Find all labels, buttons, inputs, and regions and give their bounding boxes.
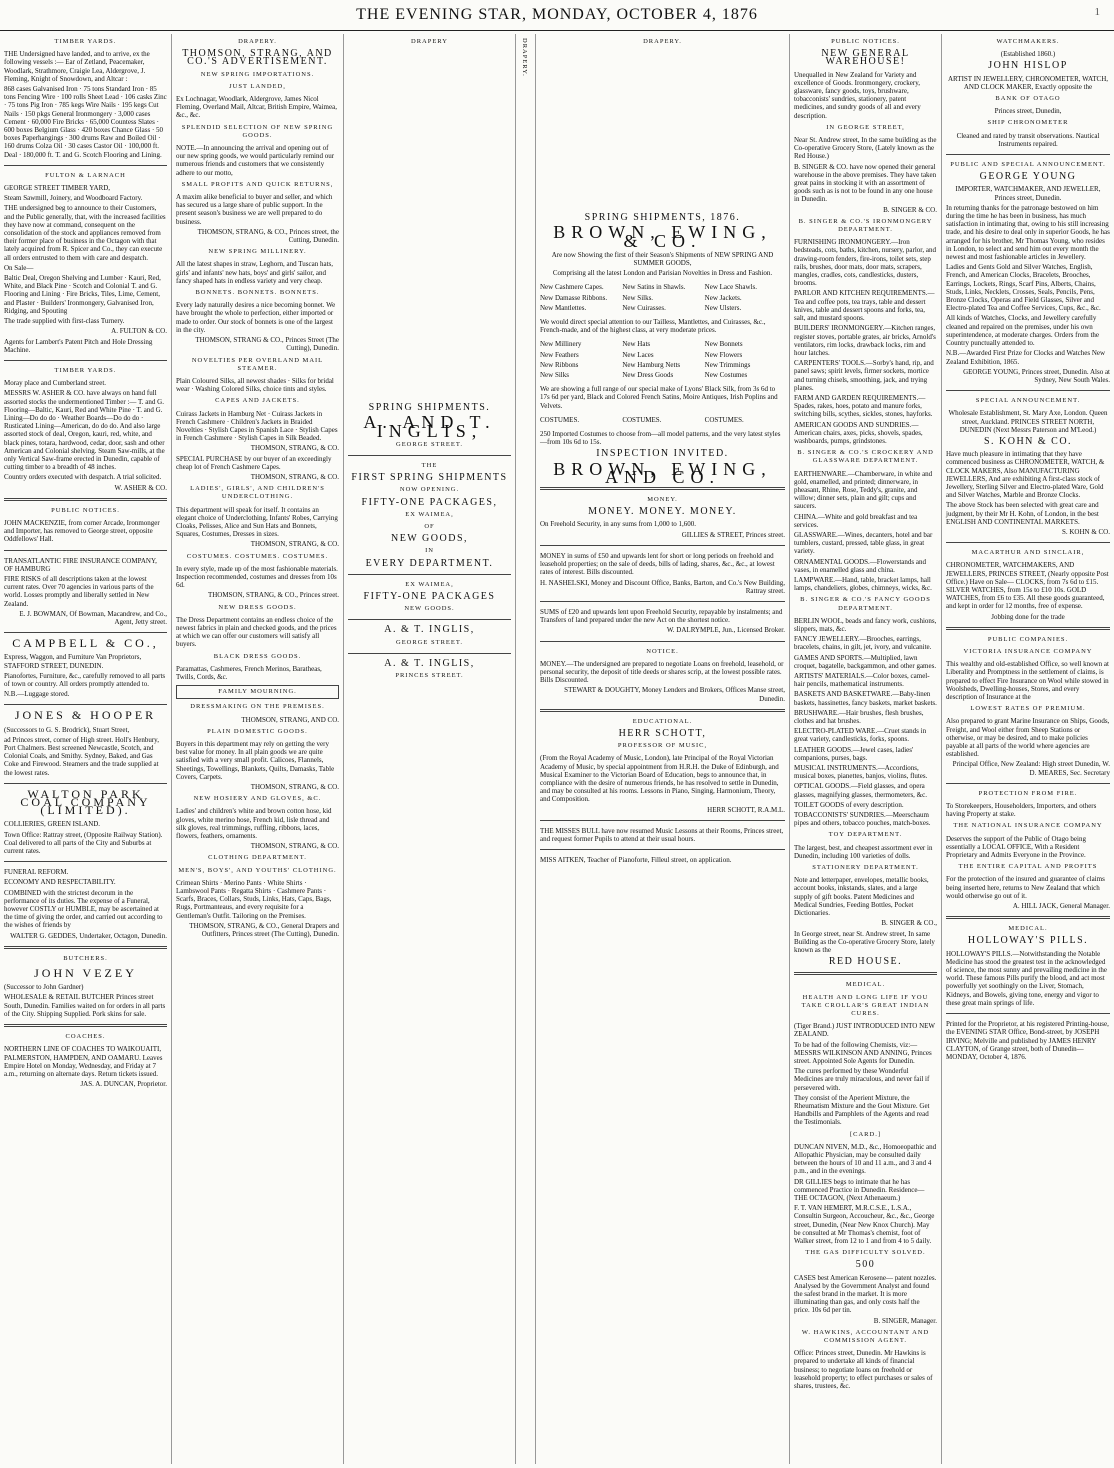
grid-item: New Flowers bbox=[704, 350, 743, 359]
ad-text: A maxim alike beneficial to buyer and seller, and which has secured us a large share of public support. In the present season's business we are well prepared to do business. bbox=[176, 193, 333, 226]
ad-text: The above Stock has been selected with great care and judgment, by their Mr H. Kohn, of London, in the best ENGLISH AND CONTINENTAL MARKETS. bbox=[946, 501, 1099, 526]
ad-subheading: GEORGE STREET. bbox=[396, 440, 463, 448]
ad-heading: NOTICE. bbox=[646, 647, 679, 655]
ad-text: HOLLOWAY'S PILLS.—Notwithstanding the Notable Medicine has stood the greatest test in the acknowledged of science, the most sunny and prevailing medicine in the world. These famous Pills purify the blood, and act most powerfully yet soothingly on the Liver, Stomach, Kidneys, and Bowels, giving tone, energy and vigor to these great main springs of life. bbox=[946, 949, 1107, 1007]
grid-item: COSTUMES. bbox=[540, 415, 580, 424]
section-heading: TIMBER YARDS. bbox=[54, 366, 117, 374]
ad-heading: SPRING SHIPMENTS, 1876. bbox=[584, 212, 741, 224]
ad-signature: THOMSON, STRANG & CO., Princes Street (The Cutting), Dunedin. bbox=[195, 336, 339, 353]
ad-text: MONEY in sums of £50 and upwards lent for short or long periods on freehold and leasehold properties; on the sale of deeds, bills of lading, shares, &c., &c., at lowest rates of interest. Bills discounted. bbox=[540, 551, 775, 577]
ad-text: Buyers in this department may rely on getting the very best value for money. In all plain goods we are quite satisfied with a very small profit. Calicoes, Flannels, Sheetings, Towellings, Blankets, Quilts, Damasks, Table Covers, Carpets. bbox=[176, 740, 335, 781]
ad-subheading: SHIP CHRONOMETER bbox=[987, 119, 1069, 127]
ad-number: 500 bbox=[855, 1259, 876, 1271]
ad-subheading: NOVELTIES PER OVERLAND MAIL STEAMER. bbox=[191, 356, 324, 372]
ad-text: COMBINED with the strictest decorum in the performance of its duties. The expense of a Funeral, however COSTLY or HUMBLE, may be ascertained at the time of giving the order, and carried out according to the wishes of friends by bbox=[4, 888, 163, 930]
grid-item: New Laces bbox=[622, 350, 654, 359]
ad-subheading: B. SINGER & CO.'S IRONMONGERY DEPARTMENT. bbox=[798, 217, 933, 234]
ad-text: Wholesale Establishment, St. Mary Axe, London. Queen street, Auckland. PRINCES STREET NORTH, DUNEDIN (Next Messrs Paterson and M'Leod.) bbox=[948, 409, 1108, 434]
ad-subheading: ECONOMY AND RESPECTABILITY. bbox=[4, 878, 116, 887]
grid-item: COSTUMES. bbox=[704, 415, 744, 424]
ad-subheading: SPECIAL ANNOUNCEMENT. bbox=[975, 397, 1081, 405]
ad-text: Crimean Shirts · Merino Pants · White Shirts · Lambswool Pants · Regatta Shirts · Cashmere Pants · Scarfs, Braces, Collars, Studs, Links, Hats, Caps, Bags, Rugs, Portmanteaus, and every requisite for a Gentleman's Outfit. Tailoring on the Premises. bbox=[176, 878, 332, 920]
ad-signature: GEORGE YOUNG, Princes street, Dunedin. Also at Sydney, New South Wales. bbox=[963, 367, 1110, 384]
ad-text: CHRONOMETER, WATCHMAKERS, AND JEWELLERS, PRINCES STREET, (Nearly opposite Post Office.) Have on Sale— CLOCKS, from 7s 6d to £15. SILVER WATCHES, from 15s to £10 10s. GOLD WATCHES, from £6 to £35. All these goods guaranteed, and kept in order for 12 months, free of expense. bbox=[946, 561, 1109, 611]
ad-signature: S. KOHN & CO. bbox=[1061, 527, 1110, 536]
ad-text: Have much pleasure in intimating that they have commenced business as CHRONOMETER, WATCH, & CLOCK MAKERS, Also MANUFACTURING JEWELLERS, And are exhibiting A first-class stock of Jewellery, Sterling Silver and Electro-plated Ware, Gold and Silver Watches, Marble and Bronze Clocks. bbox=[946, 450, 1105, 500]
section-heading: PUBLIC NOTICES. bbox=[831, 38, 900, 45]
grid-item: New Jackets. bbox=[704, 293, 742, 302]
ad-name: MACARTHUR AND SINCLAIR, bbox=[971, 549, 1085, 557]
ad-subheading: LOWEST RATES OF PREMIUM. bbox=[970, 705, 1086, 713]
ad-text: FIRE RISKS of all descriptions taken at the lowest current rates. Over 70 agencies in various parts of the world. Losses promptly and liberally settled in New Zealand. bbox=[4, 574, 154, 608]
grid-item: New Hamburg Netts bbox=[622, 360, 681, 369]
ad-text: N.B.—Luggage stored. bbox=[4, 690, 70, 699]
ad-text: (From the Royal Academy of Music, London), late Principal of the Royal Victorian Academy of Music, by special appointment from H.R.H. the Duke of Edinburgh, and Musical Examiner to the Victorian Board of Education, begs to announce that, in compliance with the desire of numerous friends, he has resolved to settle in Dunedin, and may be consulted at his rooms. Lessons in Piano, Singing, Harmonium, Theory, and Composition. bbox=[540, 754, 779, 804]
ad-text: We are showing a full range of our special make of Lyons' Black Silk, from 3s 6d to 17s 6d per yard, Black and Colored French Satins, Moire Antiques, Irish Poplins and Velvets. bbox=[540, 385, 778, 410]
grid-item: New Damasse Ribbons. bbox=[540, 293, 608, 302]
ad-subheading: IN bbox=[425, 547, 434, 555]
ad-text: Plain Coloured Silks, all newest shades · Silks for bridal wear · Washing Colored Silks, choice tints and styles. bbox=[176, 376, 334, 394]
ad-subheading: PLAIN DOMESTIC GOODS. bbox=[207, 727, 308, 735]
ad-heading: HEALTH AND LONG LIFE IF YOU TAKE CROLLAR'S GREAT INDIAN CURES. bbox=[801, 993, 930, 1017]
section-heading: WATCHMAKERS. bbox=[996, 38, 1060, 45]
section-heading: MEDICAL. bbox=[845, 981, 886, 989]
ad-text: BRUSHWARE.—Hair brushes, flesh brushes, clothes and hat brushes. bbox=[794, 708, 924, 726]
ad-name: CAMPBELL & CO., bbox=[12, 636, 159, 651]
ad-text: 250 Imported Costumes to choose from—all model patterns, and the very latest styles—from 10s 6d to 15s. bbox=[540, 430, 781, 447]
ad-signature: THOMSON, STRANG, & CO. bbox=[250, 783, 339, 792]
section-heading: DRAPERY bbox=[411, 38, 448, 45]
ad-subheading: GEORGE STREET. bbox=[396, 638, 463, 646]
ad-subheading: BLACK DRESS GOODS. bbox=[213, 652, 302, 660]
ad-subheading: B. SINGER & CO.'S CROCKERY AND GLASSWARE DEPARTMENT. bbox=[797, 449, 934, 465]
column-1 bbox=[0, 34, 172, 1464]
ad-text: Cuirass Jackets in Hamburg Net · Cuirass Jackets in French Cashmere · Children's Jackets in Braided Novelties · Stylish Capes in Spanish Lace · Stylish Capes in French Cashmere · Stylish Capes in Silk Beaded. bbox=[176, 409, 338, 443]
ad-text: BERLIN WOOL, beads and fancy work, cushions, slippers, mats, &c. bbox=[794, 616, 937, 633]
grid-item: New Lace Shawls. bbox=[704, 283, 757, 292]
ad-text: GAMES AND SPORTS.—Multiplied, lawn croquet, bagatelle, backgammon, and other games. bbox=[794, 653, 937, 670]
ad-text: NORTHERN LINE OF COACHES TO WAIKOUAITI, PALMERSTON, HAMPDEN, AND OAMARU. Leaves Empire Hotel on Monday, Wednesday, and Friday at 7 a.m., returning on alternate days. Return tickets issued. bbox=[4, 1045, 163, 1078]
ad-subheading: (Successors to G. S. Brodrick), Stuart Street, bbox=[4, 725, 130, 734]
ad-text: The cures performed by these Wonderful Medicines are truly miraculous, and never fail if persevered with. bbox=[794, 1067, 930, 1092]
ad-name: A. AND T. INGLIS, bbox=[363, 412, 496, 441]
ad-name: BROWN, EWING, & CO. bbox=[553, 222, 772, 251]
column-3 bbox=[344, 34, 516, 1464]
ad-signature: WALTER G. GEDDES, Undertaker, Octagon, Dunedin. bbox=[10, 931, 167, 940]
ad-text: Pianofortes, Furniture, &c., carefully removed to all parts of town or country. All orders promptly attended to. bbox=[4, 671, 166, 688]
section-heading: DRAPERY. bbox=[643, 38, 682, 45]
ad-text: The largest, best, and cheapest assortment ever in Dunedin, including 100 varieties of dolls. bbox=[794, 843, 933, 860]
grid-item: New Bonnets bbox=[704, 340, 743, 349]
ad-text: Ex Lochnagar, Woodlark, Aldergrove, James Nicol Fleming, Overland Mail, Altcar, British Empire, Waimea, &c., &c. bbox=[176, 95, 337, 120]
ad-heading: GEORGE STREET TIMBER YARD, bbox=[4, 184, 111, 193]
ad-heading: W. HAWKINS, ACCOUNTANT AND COMMISSION AGENT. bbox=[801, 1328, 930, 1345]
ad-signature: THOMSON, STRANG, & CO., General Drapers and Outfitters, Princes street (The Cutting), Dunedin. bbox=[189, 921, 339, 939]
ad-text: AMERICAN GOODS AND SUNDRIES.—American chairs, axes, picks, shovels, spades, washboards, pumps, grindstones. bbox=[794, 420, 923, 445]
ad-subheading: PRINCES STREET. bbox=[395, 672, 464, 680]
ad-name: HOLLOWAY'S PILLS. bbox=[967, 935, 1089, 947]
ad-subheading: EX WAIMEA, bbox=[405, 580, 454, 588]
ad-text: LAMPWARE.—Hand, table, bracket lamps, hall lamps, chandeliers, globes, chimneys, wicks, &c. bbox=[794, 575, 932, 593]
ad-subheading: CLOTHING DEPARTMENT. bbox=[208, 854, 307, 862]
ad-text: ad Princes street, corner of High street. Holl's Henbury, Port Chalmers. Best screened Newcastle, Scotch, and Colonial Coals, and Smithy. Sydney, Baked, and Gas Coke and Firewood. Steamers and the trade supplied at the lowest rates. bbox=[4, 735, 159, 777]
ad-text: We would direct special attention to our Tailless, Mantlettes, and Cuirasses, &c., French-made, and of the highest class, at very moderate prices. bbox=[540, 318, 766, 335]
ad-signature: B. SINGER & CO., bbox=[881, 919, 937, 928]
ad-subheading: Steam Sawmill, Joinery, and Woodboard Factory. bbox=[4, 194, 143, 203]
grid-item: New Cuirasses. bbox=[622, 303, 666, 312]
ad-text: TOILET GOODS of every description. bbox=[794, 800, 904, 809]
grid-item: COSTUMES. bbox=[622, 415, 662, 424]
ad-subheading: COSTUMES. COSTUMES. COSTUMES. bbox=[186, 552, 329, 560]
column-2 bbox=[172, 34, 344, 1464]
ad-subheading: JUST LANDED, bbox=[229, 82, 286, 90]
ad-subheading: PROTECTION FROM FIRE. bbox=[978, 789, 1078, 797]
grid-item: New Feathers bbox=[540, 350, 579, 359]
ad-signature: B. SINGER, Manager. bbox=[873, 1316, 937, 1325]
ad-text: IMPORTER, WATCHMAKER, AND JEWELLER, Princes street, Dunedin. bbox=[955, 185, 1101, 202]
ad-text: ARTIST IN JEWELLERY, CHRONOMETER, WATCH, AND CLOCK MAKER, Exactly opposite the bbox=[948, 74, 1108, 91]
ad-text: ARTISTS' MATERIALS.—Color boxes, camel-hair pencils, mathematical instruments. bbox=[794, 672, 930, 689]
ad-heading: TRANSATLANTIC FIRE INSURANCE COMPANY, OF HAMBURG bbox=[4, 556, 157, 573]
ad-signature: THOMSON, STRANG, & CO. bbox=[250, 540, 339, 549]
ad-subheading: NEW GOODS. bbox=[404, 605, 455, 613]
ad-subheading: EX WAIMEA, bbox=[405, 510, 454, 518]
ad-name: THE NATIONAL INSURANCE COMPANY bbox=[953, 822, 1103, 830]
ad-name: S. KOHN & CO. bbox=[983, 435, 1073, 447]
ad-text: CARPENTERS' TOOLS.—Sorby's hand, rip, and panel saws; spirit levels, firmer sockets, mortice and turning chisels, smoothing, jack, and trying planes. bbox=[794, 359, 934, 392]
ad-text: This wealthy and old-established Office, so well known at Liberality and Promptness in the settlement of claims, is prepared to effect Fire Insurance on Wool while stowed in Woolsheds, Dwelling-houses, Stores, and every description of Insurance at the bbox=[946, 660, 1109, 701]
ad-text: Deserves the support of the Public of Otago being essentially a LOCAL OFFICE, With a Resident Proprietary and Admits Everyone in the Province. bbox=[946, 834, 1086, 860]
ad-text: Unequalled in New Zealand for Variety and excellence of Goods. Ironmongery, crockery, glassware, fancy goods, toys, brushware, tobacconists' sundries, stationery, patent medicines, and sundry goods of all and every description. bbox=[794, 70, 921, 120]
ad-text: Agents for Lambert's Patent Pitch and Hole Dressing Machine. bbox=[4, 337, 153, 354]
ad-name: VICTORIA INSURANCE COMPANY bbox=[963, 647, 1093, 655]
column-5 bbox=[536, 34, 790, 1464]
ad-text: Princes street, Dunedin, bbox=[994, 107, 1062, 116]
ad-signature: W. DALRYMPLE, Jun., Licensed Broker. bbox=[666, 626, 785, 635]
ad-name: HERR SCHOTT, bbox=[618, 727, 707, 739]
grid-item: New Mantlettes. bbox=[540, 303, 587, 312]
ad-subheading: IN GEORGE STREET, bbox=[826, 123, 905, 131]
ad-text: NOTE.—In announcing the arrival and opening out of our new spring goods, we would particularly remind our numerous friends and customers that we consistently adhere to our motto, bbox=[176, 144, 335, 177]
section-heading: MEDICAL. bbox=[1008, 925, 1048, 933]
ad-subheading: OF bbox=[424, 523, 435, 531]
ad-text: On Sale— bbox=[4, 263, 34, 272]
ad-text: In returning thanks for the patronage bestowed on him during the time he has been in business, has much satisfaction in intimating that, owing to his still increasing trade, and his desire to deal only in superior Goods, he has arranged for his brother, Mr Thomas Young, who resides in London, to select and send him out every month the newest and most fashionable articles in Jewellery. bbox=[946, 203, 1110, 262]
ad-text: Town Office: Rattray street, (Opposite Railway Station). Coal delivered to all parts of the City and Suburbs at current rates. bbox=[4, 830, 163, 856]
ad-subheading: THE ENTIRE CAPITAL AND PROFITS bbox=[958, 863, 1098, 871]
grid-item: New Ribbons bbox=[540, 360, 579, 369]
ad-text: Near St. Andrew street, In the same building as the Co-operative Grocery Store, (Lately known as the Red House.) bbox=[794, 136, 937, 161]
ad-signature: THOMSON, STRANG, & CO. bbox=[250, 444, 339, 453]
ad-subheading: THE bbox=[421, 462, 438, 470]
ad-text: JOHN MACKENZIE, from corner Arcade, Ironmonger and Importer, has removed to George street, opposite Oddfellows' Hall. bbox=[4, 518, 160, 544]
item-grid bbox=[540, 340, 785, 379]
ad-subheading: NEW HOSIERY AND GLOVES, &C. bbox=[193, 795, 322, 803]
ad-subheading: BONNETS. BONNETS. BONNETS. bbox=[195, 289, 320, 297]
ad-subheading: FIFTY-ONE PACKAGES bbox=[363, 591, 496, 603]
grid-item: New Millinery bbox=[540, 340, 582, 349]
ad-subheading: B. SINGER & CO.'S FANCY GOODS DEPARTMENT. bbox=[800, 596, 931, 612]
ad-subheading: TOY DEPARTMENT. bbox=[828, 831, 903, 839]
ad-heading: THOMSON, STRANG, AND CO.'S ADVERTISEMENT. bbox=[182, 48, 333, 68]
ad-text: B. SINGER & CO. have now opened their general warehouse in the above premises. They have taken great pains in stocking it with an assortment of goods such as is not to be found in any one house in Dunedin. bbox=[794, 162, 937, 204]
ad-subheading: FIRST SPRING SHIPMENTS bbox=[351, 472, 508, 484]
ad-subheading: DRESSMAKING ON THE PREMISES. bbox=[190, 703, 325, 711]
ad-signature: A. HILL JACK, General Manager. bbox=[1012, 902, 1110, 911]
ad-heading: MONEY. MONEY. MONEY. bbox=[588, 506, 737, 518]
ad-text: BASKETS AND BASKETWARE.—Baby-linen baskets, hassinettes, fancy baskets, market baskets. bbox=[794, 690, 937, 707]
ad-name: BROWN, EWING, AND CO. bbox=[553, 458, 772, 487]
masthead bbox=[0, 0, 1114, 31]
grid-item: New Ulsters. bbox=[704, 303, 742, 312]
section-heading: BUTCHERS. bbox=[63, 954, 108, 962]
ad-text: TOBACCONISTS' SUNDRIES.—Meerschaum pipes and others, tobacco pouches, match-boxes. bbox=[794, 811, 931, 828]
ad-subheading: STATIONERY DEPARTMENT. bbox=[812, 864, 919, 872]
ad-name: JONES & HOOPER bbox=[14, 708, 157, 723]
ad-text: (Established 1860.) bbox=[1000, 50, 1056, 59]
ad-name: JOHN HISLOP bbox=[988, 60, 1068, 72]
ad-text: Comprising all the latest London and Parisian Novelties in Dress and Fashion. bbox=[552, 269, 773, 278]
ad-text: MONEY.—The undersigned are prepared to negotiate Loans on freehold, leasehold, or personal security, the deposit of title deeds or shares scrip, at the lowest possible rates. Bills Discounted. bbox=[540, 659, 784, 685]
ad-signature: THOMSON, STRANG, AND CO. bbox=[241, 715, 339, 724]
ad-subheading: COLLIERIES, GREEN ISLAND. bbox=[4, 820, 101, 829]
ad-text: SPECIAL PURCHASE by our buyer of an exceedingly cheap lot of French Cashmere Capes. bbox=[176, 454, 332, 471]
ad-text: CASES best American Kerosene— patent nozzles. Analysed by the Government Analyst and found the safest brand in the market. It is more illuminating than gas, and only costs half the price. 10s 6d per tin. bbox=[794, 1273, 937, 1315]
ad-text: Note and letterpaper, envelopes, metallic books, account books, inkstands, slates, and a large supply of gift books. Patent Medicines and Medical Sundries, Feeding Bottles, Pocket Dictionaries. bbox=[794, 876, 929, 918]
grid-item: New Cashmere Capes. bbox=[540, 283, 604, 292]
ad-text: Office: Princes street, Dunedin. Mr Hawkins is prepared to undertake all kinds of financial business; to negotiate loans on freehold or leasehold property; to effect purchases or sales of shares, trustees, &c. bbox=[794, 1349, 933, 1391]
ad-subheading: INSPECTION INVITED. bbox=[596, 448, 729, 460]
ad-subheading: NEW GOODS, bbox=[390, 533, 469, 545]
ad-name: GEORGE YOUNG bbox=[979, 171, 1077, 183]
ad-text: Are now Showing the first of their Season's Shipments of NEW SPRING AND SUMMER GOODS, bbox=[551, 250, 774, 268]
ad-text: PARLOR AND KITCHEN REQUIREMENTS.—Tea and coffee pots, tea trays, table and dessert knives, table and dessert spoons and forks, tea, salt, and mustard spoons. bbox=[794, 289, 935, 323]
ad-subheading: [CARD.] bbox=[849, 1130, 881, 1138]
ad-text: All kinds of Watches, Clocks, and Jewellery carefully cleaned and repaired on the premises, under his own superintendence, at moderate charges. Orders from the Country punctually attended to. bbox=[946, 314, 1100, 348]
column-6 bbox=[790, 34, 942, 1464]
section-heading: PUBLIC COMPANIES. bbox=[987, 635, 1069, 643]
ad-subheading: FIFTY-ONE PACKAGES, bbox=[361, 496, 498, 508]
ad-text: Cleaned and rated by transit observations. Nautical Instruments repaired. bbox=[956, 131, 1100, 148]
ad-subheading: NEW SPRING IMPORTATIONS. bbox=[200, 70, 315, 78]
ad-heading: FUNERAL REFORM. bbox=[4, 868, 69, 877]
ad-text: EARTHENWARE.—Chamberware, in white and gold, enamelled, and printed; dinnerware, in pheasant, Rhine, Rose, Teddy's, granite, and willow; dinner sets, plain and gilt; cups and saucers. bbox=[794, 469, 933, 511]
ad-subheading: NEW DRESS GOODS. bbox=[218, 603, 297, 611]
ad-text: MUSICAL INSTRUMENTS.—Accordions, musical boxes, pianettes, banjos, violins, flutes. bbox=[794, 764, 928, 781]
ad-text: CHINA.—White and gold breakfast and tea services. bbox=[794, 512, 918, 529]
imprint: Printed for the Proprietor, at his registered Printing-house, the EVENING STAR Office, Bond-street, by JOSEPH IRVING; Melville and published by JAMES HENRY CLAYTON, of Grange street, both of Dunedin— MONDAY, October 4, 1876. bbox=[946, 1020, 1109, 1061]
ad-text: Ladies and Gents Gold and Silver Watches, English, French, and American Clocks, Bracelets, Brooches, Earrings, Lockets, Rings, Scarf Pins, Alberts, Chains, Studs, Links, Necklets, Crosses, Seals, Pencils, Pens, Bronze Clocks, Operas and Field Glasses, Silver and Electro-plated Tea and Coffee Services, Cups, &c., &c. bbox=[946, 263, 1101, 313]
ad-text: FARM AND GARDEN REQUIREMENTS.—Spades, rakes, hoes, potato and manure forks, switching bills, scythes, sickles, stones, hayforks. bbox=[794, 393, 933, 419]
ad-text: For the protection of the insured and guarantee of claims being inserted here, returns to New Zealand that which would otherwise go out of it. bbox=[946, 875, 1105, 900]
ad-subheading: BANK OF OTAGO bbox=[995, 95, 1061, 103]
ad-signature: Principal Office, New Zealand: High street Dunedin, W. D. MEARES, Sec. Secretary bbox=[952, 760, 1110, 777]
page-number: 1 bbox=[1094, 6, 1100, 18]
ad-text: THE undersigned beg to announce to their Customers, and the Public generally, that, with the increased facilities they have now at command, consequent on the consolidation of the stock and appliances removed from their former place of business in the Octagon with that lately acquired from R. Spicer and Co., they can execute all orders entrusted to them with care and despatch. bbox=[4, 204, 166, 262]
ad-signature: H. NASHELSKI, Money and Discount Office, Banks, Barton, and Co.'s New Building, Rattray street. bbox=[540, 578, 785, 595]
ad-text: OPTICAL GOODS.—Field glasses, and opera glasses, magnifying glasses, thermometers, &c. bbox=[794, 782, 927, 799]
ad-signature: STEWART & DOUGHTY, Money Lenders and Brokers, Offices Manse street, Dunedin. bbox=[564, 686, 785, 703]
ad-text: DR GILLIES begs to intimate that he has commenced Practice in Dunedin. Residence—THE OCTAGON, (Next Athenaeum.) bbox=[794, 1177, 925, 1202]
ad-text: Paramattas, Cashmeres, French Merinos, Baratheas, Twills, Cords, &c. bbox=[176, 664, 322, 681]
section-heading: DRAPERY. bbox=[521, 38, 529, 77]
ad-text: BUILDERS' IRONMONGERY.—Kitchen ranges, register stoves, portable grates, air bricks, Arnold's ventilators, rim locks, drawback locks, rim and hour latches. bbox=[794, 324, 936, 357]
ad-signature: THOMSON, STRANG, & CO. bbox=[250, 842, 339, 851]
ad-text: DUNCAN NIVEN, M.D., &c., Homoeopathic and Allopathic Physician, may be consulted daily between the hours of 10 and 11 a.m., and 3 and 4 p.m., and in the evenings. bbox=[794, 1142, 937, 1176]
grid-item: New Dress Goods bbox=[622, 371, 674, 380]
ad-text: N.B.—Awarded First Prize for Clocks and Watches New Zealand Exhibition, 1865. bbox=[946, 349, 1106, 366]
ad-signature: E. J. BOWMAN, Of Bowman, Macandrew, and Co., Agent, Jetty street. bbox=[19, 609, 167, 626]
ad-text: GLASSWARE.—Wines, decanters, hotel and bar tumblers, custard, pressed, table glass, in great variety. bbox=[794, 530, 933, 556]
ad-text: MISS AITKEN, Teacher of Pianoforte, Filleul street, on application. bbox=[540, 856, 732, 865]
grid-item: New Silks bbox=[540, 371, 569, 380]
ad-list: Baltic Deal, Oregon Shelving and Lumber · Kauri, Red, White, and Black Pine · Scotch and Colonial T. and G. Flooring and Lining · Fire Bricks, Tiles, Lime, Cement, and Plaster · Builders' Ironmongery, Galvanised Iron, Ridging, and Spouting bbox=[4, 274, 161, 315]
item-grid bbox=[540, 283, 785, 312]
ad-signature: A. & T. INGLIS, bbox=[384, 657, 475, 669]
ad-signature: A. & T. INGLIS, bbox=[384, 624, 475, 636]
ad-text: ORNAMENTAL GOODS.—Flowerstands and vases, in enamelled glass and china. bbox=[794, 557, 926, 574]
ad-signature: THOMSON, STRANG, & CO., Princes street. bbox=[207, 591, 339, 600]
ad-text: In George street, near St. Andrew street, In same Building as the Co-operative Grocery Store, lately known as the bbox=[794, 929, 935, 954]
ad-text: On Freehold Security, in any sums from 1,000 to 1,600. bbox=[540, 520, 697, 529]
ad-text: FANCY JEWELLERY.—Brooches, earrings, bracelets, chains, in gilt, jet, ivory, and vulcanite. bbox=[794, 635, 932, 652]
ad-text: FURNISHING IRONMONGERY.—Iron bedsteads, cots, baths, kitchen, nursery, parlor, and drawing-room fenders, fire-irons, toilet sets, step rails, brushes, door mats, door mats, scrapers, mangles, cradles, cots, candlesticks, dusters, brooms. bbox=[794, 238, 936, 288]
ad-subheading: LADIES', GIRLS', AND CHILDREN'S UNDERCLOTHING. bbox=[190, 485, 325, 501]
ad-text: Also prepared to grant Marine Insurance on Ships, Goods, Freight, and Wool either from Sheep Stations or otherwise, or may be desired, and to make policies payable at all parts of the world where agencies are established. bbox=[946, 717, 1110, 759]
grid-item: New Costumes bbox=[704, 371, 748, 380]
ad-text: The trade supplied with first-class Turnery. bbox=[4, 317, 125, 326]
ad-text: SUMS of £20 and upwards lent upon Freehold Security, repayable by instalments; and Transfers of land prepared under the new Act on the shortest notice. bbox=[540, 607, 783, 625]
grid-item: New Trimmings bbox=[704, 360, 751, 369]
ad-text: F. T. VAN HEMERT, M.R.C.S.E., L.S.A., Consultin Surgeon, Accoucheur, &c., &c., George street, Dunedin, (Near New Knox Church). May be consulted at Mr Thomas's chemist, foot of Walker street, from 12 to 1 and from 4 to 5 daily. bbox=[794, 1204, 935, 1245]
ad-text: (Tiger Brand.) JUST INTRODUCED INTO NEW ZEALAND. bbox=[794, 1022, 935, 1039]
ad-text: Country orders executed with despatch. A trial solicited. bbox=[4, 473, 162, 482]
ad-heading: NEW GENERAL WAREHOUSE! bbox=[821, 48, 910, 68]
ad-heading: SPRING SHIPMENTS. bbox=[368, 402, 491, 414]
section-heading: PUBLIC NOTICES. bbox=[51, 506, 120, 514]
ad-subheading: NOW OPENING. bbox=[399, 486, 460, 494]
ad-text: Moray place and Cumberland street. bbox=[4, 379, 107, 388]
ad-subheading: PUBLIC AND SPECIAL ANNOUNCEMENT. bbox=[950, 161, 1106, 169]
masthead-title: THE EVENING STAR, MONDAY, OCTOBER 4, 1876 bbox=[356, 6, 758, 23]
ad-subheading: NEW SPRING MILLINERY. bbox=[208, 248, 307, 256]
ad-subheading: CAPES AND JACKETS. bbox=[215, 397, 300, 405]
ad-subheading: SMALL PROFITS AND QUICK RETURNS, bbox=[181, 180, 334, 188]
ad-text: THE MISSES BULL have now resumed Music Lessons at their Rooms, Princes street, and request former Pupils to attend at their usual hours. bbox=[540, 826, 784, 843]
ad-text: Jobbing done for the trade bbox=[991, 612, 1065, 621]
ad-signature: W. ASHER & CO. bbox=[114, 483, 167, 492]
ad-subheading: THE GAS DIFFICULTY SOLVED. bbox=[805, 1249, 926, 1257]
section-heading: DRAPERY. bbox=[238, 38, 277, 45]
section-heading: COACHES. bbox=[65, 1033, 106, 1041]
ad-text: MESSRS W. ASHER & CO. have always on hand full assorted stocks the undermentioned Timber :— T. and G. Flooring—Baltic, Kauri, Red and White Pine · T. and G. Lining—Do do do · Weather Boards—Do do do · Rusticated Lining—American, do do do. And also large assorted stock of deal, Oregon, kauri, red, white, and black pines, totara, hardwood, cedar, door, sash and other American and Colonial shelving. Steam Saw-mills, at the only Vertical Saw-frame erected in Dunedin, capable of cutting timber to a breadth of 48 inches. bbox=[4, 389, 165, 472]
ad-signature: JAS. A. DUNCAN, Proprietor. bbox=[80, 1080, 167, 1089]
ad-list: 868 cases Galvanised Iron · 75 tons Standard Iron · 85 tons Fencing Wire · 100 rolls Sheet Lead · 106 casks Zinc · 75 tons Pig Iron · 785 kegs Wire Nails · 195 kegs Cut Nails · 150 pkgs General Ironmongery · 3,000 cases Cement · 60,000 Fire Bricks · 65,000 Countess Slates · 600 boxes Belgium Glass · 420 boxes Chance Glass · 50 boxes Paperhangings · 300 drums Raw and Boiled Oil · 160 drums Colza Oil · 30 cases Castor Oil · 100,000 ft. Deal · 180,000 ft. T. and G. Scotch Flooring and Lining. bbox=[4, 85, 167, 159]
ad-subheading: RED HOUSE. bbox=[828, 956, 903, 968]
ad-text: ELECTRO-PLATED WARE.—Cruet stands in great variety, candlesticks, forks, spoons. bbox=[794, 727, 927, 744]
ad-name: JOHN VEZEY bbox=[34, 966, 137, 981]
ad-signature: HERR SCHOTT, R.A.M.L. bbox=[707, 805, 785, 814]
ad-text: Ladies' and children's white and brown cotton hose, kid gloves, white merino hose, French kid, lisle thread and silk gloves, real trimmings, ruffling, ribbons, laces, flowers, feathers, ornaments. bbox=[176, 807, 332, 841]
ad-signature: A. FULTON & CO. bbox=[111, 327, 167, 336]
section-heading: TIMBER YARDS. bbox=[54, 38, 117, 45]
ad-text: They consist of the Aperient Mixture, the Rheumatism Mixture and the Gout Mixture. Get Handbills and Pamphlets of the Agents and read the Testimonials. bbox=[794, 1093, 930, 1127]
ad-signature: THOMSON, STRANG, & CO. bbox=[250, 472, 339, 481]
ad-text: WHOLESALE & RETAIL BUTCHER Princes street South, Dunedin. Families waited on for orders in all parts of the City. Shipping Supplied. Pork skins for sale. bbox=[4, 993, 166, 1018]
ad-name: WALTON PARK COAL COMPANY (LIMITED). bbox=[20, 786, 151, 818]
ad-signature: GILLIES & STREET, Princes street. bbox=[681, 530, 785, 539]
ad-text: This department will speak for itself. It contains an elegant choice of Underclothing, Infants' Robes, Carrying Cloaks, Pelisses, Alice and Sun Hats and Bonnets, Squares, Costumes, Dresses in sizes. bbox=[176, 505, 338, 539]
ad-subheading: Express, Waggon, and Furniture Van Proprietors, STAFFORD STREET, DUNEDIN. bbox=[4, 653, 142, 670]
section-heading: EDUCATIONAL. bbox=[632, 717, 693, 725]
ad-text: In every style, made up of the most fashionable materials. Inspection recommended, costumes and dresses from 10s 6d. bbox=[176, 564, 338, 590]
ad-subheading: PROFESSOR OF MUSIC, bbox=[617, 742, 708, 750]
boxed-heading: FAMILY MOURNING. bbox=[176, 685, 339, 699]
ad-signature: THOMSON, STRANG, & CO., Princes street, the Cutting, Dunedin. bbox=[197, 227, 339, 245]
ad-text: Every lady naturally desires a nice becoming bonnet. We have brought the whole to perfection, either imported or made to order. Our stock of bonnets is one of the largest in the city. bbox=[176, 301, 336, 334]
ad-subheading: EVERY DEPARTMENT. bbox=[365, 557, 494, 569]
ad-text: LEATHER GOODS.—Jewel cases, ladies' companions, purses, bags. bbox=[794, 745, 914, 762]
grid-item: New Silks. bbox=[622, 293, 654, 302]
ad-subheading: (Successor to John Gardner) bbox=[4, 983, 84, 992]
column-4 bbox=[516, 34, 536, 1464]
ad-subheading: SPLENDID SELECTION OF NEW SPRING GOODS. bbox=[181, 123, 334, 139]
ad-text: THE Undersigned have landed, and to arrive, ex the following vessels :— Ear of Zetland, Peacemaker, Woodlark, Strathmore, Craigie Lea, Aldergrove, J. Fleming, Knight of Snowdown, and Altcar : bbox=[4, 50, 150, 83]
ad-text: The Dress Department contains an endless choice of the newest fabrics in plain and checked goods, and the prices at which we can offer our customers will satisfy all buyers. bbox=[176, 615, 337, 649]
ad-text: To be had of the following Chemists, viz:— MESSRS WILKINSON AND ANNING, Princes street. Appointed Sole Agents for Dunedin. bbox=[794, 1040, 932, 1065]
item-grid bbox=[540, 416, 785, 424]
column-7 bbox=[942, 34, 1114, 1464]
ad-text: All the latest shapes in straw, Leghorn, and Tuscan hats, girls' and infants' new hats, boys' and girls' sailor, and fancy shaped hats in endless variety and very cheap. bbox=[176, 260, 334, 285]
grid-item: New Hats bbox=[622, 340, 651, 349]
columns bbox=[0, 34, 1114, 1464]
ad-text: To Storekeepers, Householders, Importers, and others having Property at stake. bbox=[946, 802, 1097, 819]
section-heading: FULTON & LARNACH bbox=[45, 171, 126, 179]
section-heading: MONEY. bbox=[647, 496, 678, 504]
ad-subheading: MEN'S, BOYS', AND YOUTHS' CLOTHING. bbox=[178, 866, 337, 874]
ad-signature: B. SINGER & CO. bbox=[883, 205, 937, 214]
grid-item: New Satins in Shawls. bbox=[622, 283, 686, 292]
